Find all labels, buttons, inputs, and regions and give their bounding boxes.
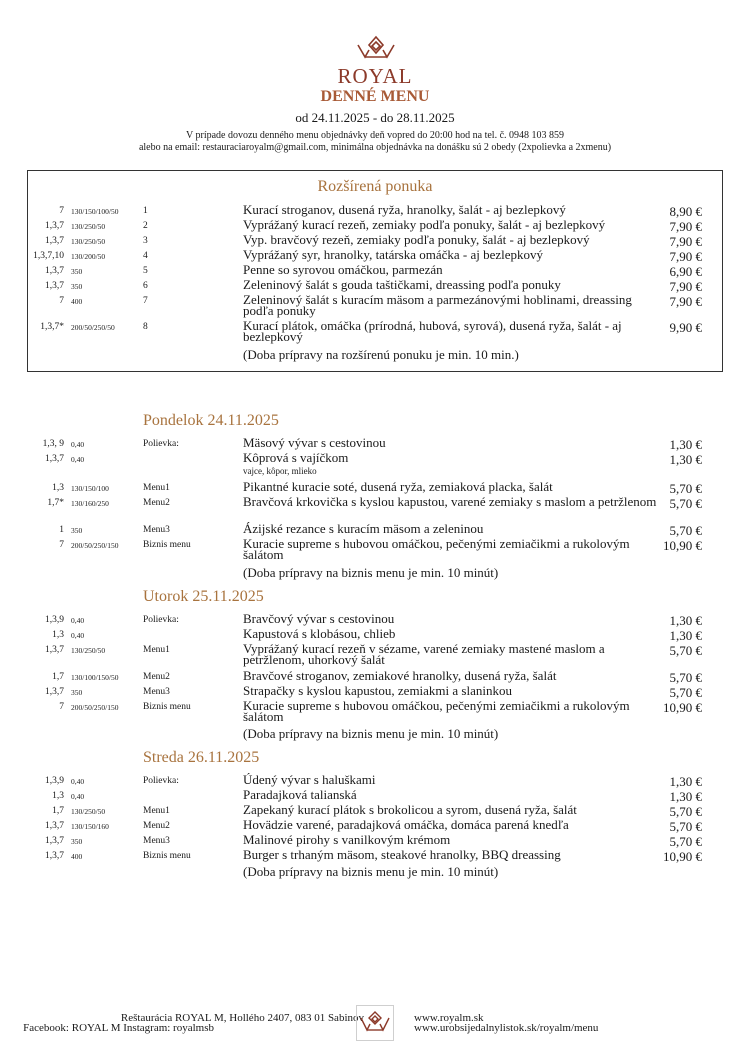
dish-cell [243,437,663,448]
portion-weight: 350 [71,267,83,276]
portion-weight: 130/150/160 [71,822,109,831]
menu-label: Menu3 [143,836,170,846]
item-price: 1,30 € [669,452,702,467]
dish-cell [243,523,663,534]
dish-cell [243,452,663,477]
dish-cell [243,628,663,639]
allergen-codes: 1,3,7,10 [33,251,64,261]
dish-name: Údený vývar s haluškami [243,772,376,787]
item-price: 5,70 € [669,670,702,685]
menu-row [0,641,750,667]
item-price: 10,90 € [663,700,702,715]
footer-logo-icon [356,1005,394,1041]
item-price: 9,90 € [669,320,702,335]
footer-address: Reštaurácia ROYAL M, Hollého 2407, 083 01 Sabinov [120,1012,364,1024]
dish-name: Zeleninový šalát s kuracím mäsom a parmezánovými hoblinami, dreassing podľa ponuky [243,292,632,318]
menu-label: Menu1 [143,483,170,493]
portion-weight: 0,40 [71,616,85,625]
footer-menu-link[interactable]: www.urobsijedalnylistok.sk/royalm/menu [414,1022,599,1034]
item-price: 1,30 € [669,789,702,804]
item-price: 5,70 € [669,819,702,834]
allergen-codes: 1,3 [52,483,64,493]
menu-label: 3 [143,236,148,246]
dish-name: Mäsový vývar s cestovinou [243,435,386,450]
allergen-codes: 7 [59,540,64,550]
dish-cell [243,496,663,507]
portion-weight: 0,40 [71,455,85,464]
portion-weight: 130/250/50 [71,222,106,231]
item-price: 5,70 € [669,804,702,819]
allergen-codes: 1,3 [52,630,64,640]
portion-weight: 0,40 [71,440,85,449]
menu-label: Menu2 [143,498,170,508]
portion-weight: 0,40 [71,777,85,786]
dish-cell [243,849,663,860]
dish-cell [243,294,663,316]
menu-label: Biznis menu [143,702,191,712]
day-title: Utorok 25.11.2025 [143,588,264,605]
dish-cell [243,819,663,830]
dish-name: Vyprážaný syr, hranolky, tatárska omáčka - aj bezlepkový [243,247,544,262]
allergen-codes: 7 [59,206,64,216]
dish-cell [243,834,663,845]
item-price: 8,90 € [669,204,702,219]
item-price: 5,70 € [669,834,702,849]
allergen-codes: 1,3,7 [45,221,64,231]
allergen-codes: 7 [59,702,64,712]
menu-row [0,292,750,318]
dish-cell [243,320,663,342]
dish-name: Kurací plátok, omáčka (prírodná, hubová, syrová), dusená ryža, šalát - aj bezlepkový [243,318,622,344]
item-price: 5,70 € [669,496,702,511]
item-price: 1,30 € [669,628,702,643]
dish-cell [243,249,663,260]
dish-cell [243,789,663,800]
dish-name: Ázijské rezance s kuracím mäsom a zeleninou [243,521,484,536]
menu-label: 4 [143,251,148,261]
item-price: 1,30 € [669,437,702,452]
menu-label: 8 [143,322,148,332]
preparation-note: (Doba prípravy na biznis menu je min. 10 minút) [243,565,499,580]
menu-row [0,450,750,476]
allergen-codes: 1,3,7 [45,236,64,246]
portion-weight: 130/160/250 [71,499,109,508]
preparation-note: (Doba prípravy na biznis menu je min. 10 minút) [243,726,499,741]
allergen-codes: 1,7* [47,498,64,508]
menu-label: Menu2 [143,672,170,682]
dish-name: Zapekaný kurací plátok s brokolicou a syrom, dusená ryža, šalát [243,802,577,817]
allergen-codes: 1,3,7* [40,322,64,332]
portion-weight: 350 [71,688,83,697]
item-price: 7,90 € [669,234,702,249]
dish-name: Kurací stroganov, dusená ryža, hranolky, šalát - aj bezlepkový [243,202,566,217]
menu-label: Menu3 [143,687,170,697]
dish-name: Paradajková talianská [243,787,357,802]
menu-label: Biznis menu [143,540,191,550]
allergen-codes: 1,3,7 [45,454,64,464]
item-price: 1,30 € [669,774,702,789]
dish-cell [243,774,663,785]
dish-cell [243,685,663,696]
day-title: Pondelok 24.11.2025 [143,412,279,429]
allergen-codes: 1,3,9 [45,615,64,625]
menu-label: Polievka: [143,615,179,625]
menu-label: Menu3 [143,525,170,535]
allergen-codes: 1,3,7 [45,645,64,655]
dish-cell [243,700,663,722]
menu-label: Polievka: [143,439,179,449]
dish-cell [243,538,663,560]
portion-weight: 0,40 [71,631,85,640]
item-price: 5,70 € [669,481,702,496]
dish-cell [243,219,663,230]
dish-cell [243,279,663,290]
menu-row [0,318,750,344]
dish-cell [243,613,663,624]
item-price: 6,90 € [669,264,702,279]
dish-name: Vyprážaný kurací rezeň v sézame, varené zemiaky mastené maslom a petržlenom, uhorkový šalát [243,641,605,667]
portion-weight: 130/250/50 [71,646,106,655]
dish-cell [243,481,663,492]
menu-row [0,698,750,724]
dish-name: Strapačky s kyslou kapustou, zemiakmi a slaninkou [243,683,512,698]
menu-dates: od 24.11.2025 - do 28.11.2025 [295,110,455,125]
allergen-codes: 1,7 [52,806,64,816]
dish-cell [243,234,663,245]
dish-name: Bravčová krkovička s kyslou kapustou, varené zemiaky s maslom a petržlenom [243,494,657,509]
allergen-codes: 1,3,7 [45,821,64,831]
item-price: 7,90 € [669,279,702,294]
portion-weight: 130/100/150/50 [71,673,119,682]
menu-row [0,496,750,512]
dish-name: Penne so syrovou omáčkou, parmezán [243,262,443,277]
menu-row [0,536,750,562]
delivery-note-line1: V prípade dovozu denného menu objednávky deň vopred do 20:00 hod na tel. č. 0948 103 859 [185,130,565,141]
dish-name: Bravčový vývar s cestovinou [243,611,395,626]
menu-label: 2 [143,221,148,231]
dish-cell [243,264,663,275]
dish-cell [243,643,663,665]
allergen-codes: 7 [59,296,64,306]
menu-label: 1 [143,206,148,216]
dish-name: Vyprážaný kurací rezeň, zemiaky podľa ponuky, šalát - aj bezlepkový [243,217,606,232]
dish-name: Kôprová s vajíčkom [243,450,349,465]
portion-weight: 350 [71,526,83,535]
dish-name: Hovädzie varené, paradajková omáčka, domáca parená knedľa [243,817,569,832]
menu-label: 6 [143,281,148,291]
portion-weight: 400 [71,852,83,861]
item-price: 7,90 € [669,219,702,234]
menu-subtitle: DENNÉ MENU [320,88,430,105]
allergen-codes: 1,3,7 [45,851,64,861]
portion-weight: 350 [71,837,83,846]
dish-name: Zeleninový šalát s gouda taštičkami, dreassing podľa ponuky [243,277,561,292]
item-price: 10,90 € [663,849,702,864]
item-price: 5,70 € [669,643,702,658]
menu-label: Menu1 [143,645,170,655]
menu-label: Menu1 [143,806,170,816]
menu-label: 7 [143,296,148,306]
extended-offer-note: (Doba prípravy na rozšírenú ponuku je min. 10 min.) [243,347,519,362]
item-price: 7,90 € [669,294,702,309]
allergen-codes: 1,7 [52,672,64,682]
day-title: Streda 26.11.2025 [143,749,260,766]
menu-label: Polievka: [143,776,179,786]
dish-name: Bravčové stroganov, zemiakové hranolky, dusená ryža, šalát [243,668,557,683]
dish-name: Malinové pirohy s vanilkovým krémom [243,832,451,847]
item-price: 7,90 € [669,249,702,264]
item-price: 5,70 € [669,685,702,700]
portion-weight: 0,40 [71,792,85,801]
menu-label: 5 [143,266,148,276]
preparation-note: (Doba prípravy na biznis menu je min. 10 minút) [243,864,499,879]
portion-weight: 200/50/250/150 [71,703,119,712]
menu-label: Biznis menu [143,851,191,861]
dish-cell [243,670,663,681]
crown-logo-icon [355,35,397,63]
footer-social: Facebook: ROYAL M Instagram: royalmsb [23,1022,214,1034]
dish-cell [243,204,663,215]
allergen-codes: 1,3 [52,791,64,801]
brand-name: ROYAL [337,64,413,88]
dish-ingredients: vajce, kôpor, mlieko [243,466,317,476]
dish-name: Kapustová s klobásou, chlieb [243,626,396,641]
portion-weight: 130/250/50 [71,237,106,246]
portion-weight: 130/150/100/50 [71,207,119,216]
allergen-codes: 1,3,7 [45,266,64,276]
item-price: 1,30 € [669,613,702,628]
portion-weight: 400 [71,297,83,306]
dish-name: Kuracie supreme s hubovou omáčkou, pečenými zemiačikmi a rukolovým šalátom [243,698,630,724]
dish-name: Kuracie supreme s hubovou omáčkou, pečenými zemiačikmi a rukolovým šalátom [243,536,630,562]
menu-row [0,774,750,790]
item-price: 10,90 € [663,538,702,553]
portion-weight: 130/150/100 [71,484,109,493]
item-price: 5,70 € [669,523,702,538]
extended-offer-title: Rozšírená ponuka [317,178,433,195]
allergen-codes: 1,3,9 [45,776,64,786]
allergen-codes: 1,3, 9 [42,439,64,449]
portion-weight: 200/50/250/50 [71,323,115,332]
dish-cell [243,804,663,815]
portion-weight: 130/250/50 [71,807,106,816]
portion-weight: 350 [71,282,83,291]
delivery-note-line2: alebo na email: restauraciaroyalm@gmail.com, minimálna objednávka na donášku sú 2 obedy (2xpolievka a 2xmenu) [138,142,612,153]
dish-name: Pikantné kuracie soté, dusená ryža, zemiaková placka, šalát [243,479,553,494]
allergen-codes: 1,3,7 [45,281,64,291]
allergen-codes: 1 [59,525,64,535]
footer-website[interactable]: www.royalm.sk [414,1012,484,1024]
menu-label: Menu2 [143,821,170,831]
dish-name: Burger s trhaným mäsom, steakové hranolky, BBQ dreassing [243,847,561,862]
menu-row [0,849,750,865]
allergen-codes: 1,3,7 [45,836,64,846]
portion-weight: 200/50/250/150 [71,541,119,550]
portion-weight: 130/200/50 [71,252,106,261]
menu-row [0,437,750,453]
allergen-codes: 1,3,7 [45,687,64,697]
dish-name: Vyp. bravčový rezeň, zemiaky podľa ponuky, šalát - aj bezlepkový [243,232,590,247]
